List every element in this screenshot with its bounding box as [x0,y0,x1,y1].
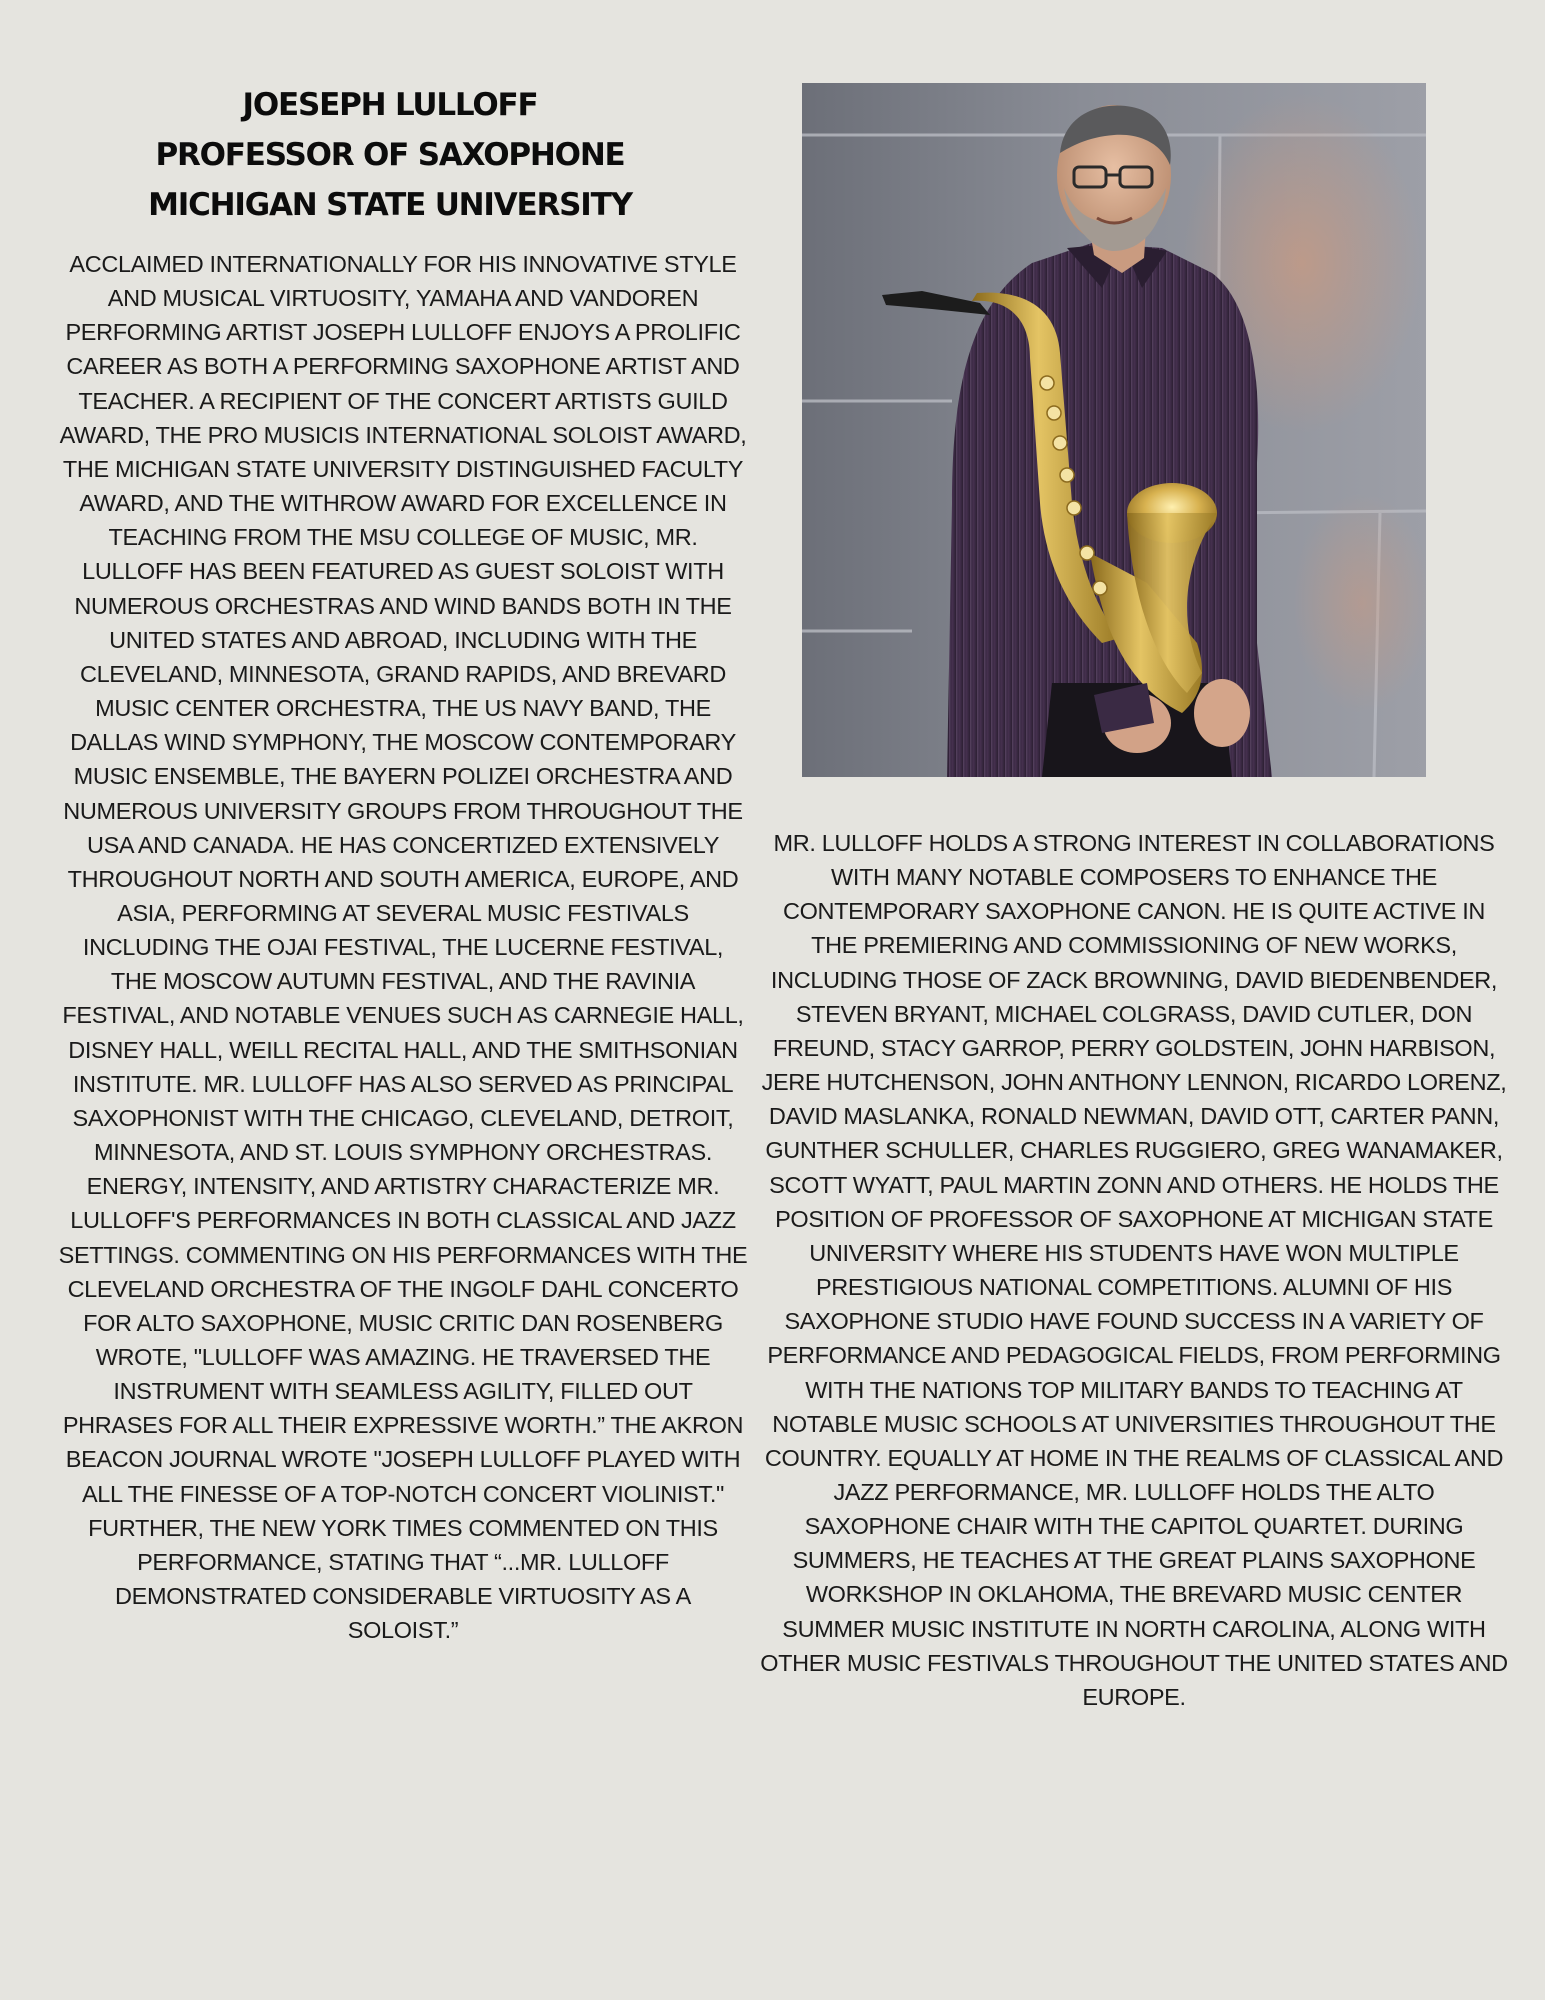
bio-paragraph-3: MR. LULLOFF HOLDS A STRONG INTEREST IN COLLABORATIONS WITH MANY NOTABLE COMPOSERS TO ENHANCE THE CONTEMPORARY SAXOPHONE CANON. HE IS QUITE ACTIVE IN THE PREMIERING AND COMMISSIONING OF NEW WORKS, INCLUDING THOSE OF ZACK BROWNING, DAVID BIEDENBENDER, STEVEN BRYANT, MICHAEL COLGRASS, DAVID CUTLER, DON FREUND, STACY GARROP, PERRY GOLDSTEIN, JOHN HARBISON, JERE HUTCHENSON, JOHN ANTHONY LENNON, RICARDO LORENZ, DAVID MASLANKA, RONALD NEWMAN, DAVID OTT, CARTER PANN, GUNTHER SCHULLER, CHARLES RUGGIERO, GREG WANAMAKER, SCOTT WYATT, PAUL MARTIN ZONN AND OTHERS. HE HOLDS THE POSITION OF PROFESSOR OF SAXOPHONE AT MICHIGAN STATE UNIVERSITY WHERE HIS STUDENTS HAVE WON MULTIPLE PRESTIGIOUS NATIONAL COMPETITIONS. ALUMNI OF HIS SAXOPHONE STUDIO HAVE FOUND SUCCESS IN A VARIETY OF PERFORMANCE AND PEDAGOGICAL FIELDS, FROM PERFORMING WITH THE NATIONS TOP MILITARY BANDS TO TEACHING AT NOTABLE MUSIC SCHOOLS AT UNIVERSITIES THROUGHOUT THE COUNTRY. EQUALLY AT HOME IN THE REALMS OF CLASSICAL AND JAZZ PERFORMANCE, MR. LULLOFF HOLDS THE ALTO SAXOPHONE CHAIR WITH THE CAPITOL QUARTET. DURING SUMMERS, HE TEACHES AT THE GREAT PLAINS SAXOPHONE WORKSHOP IN OKLAHOMA, THE BREVARD MUSIC CENTER SUMMER MUSIC INSTITUTE IN NORTH CAROLINA, ALONG WITH OTHER MUSIC FESTIVALS THROUGHOUT THE UNITED STATES AND EUROPE. [760,830,1508,1710]
portrait-photo [802,83,1426,777]
bio-paragraph-2: ENERGY, INTENSITY, AND ARTISTRY CHARACTERIZE MR. LULLOFF'S PERFORMANCES IN BOTH CLASSICAL AND JAZZ SETTINGS. COMMENTING ON HIS PERFORMANCES WITH THE CLEVELAND ORCHESTRA OF THE INGOLF DAHL CONCERTO FOR ALTO SAXOPHONE, MUSIC CRITIC DAN ROSENBERG WROTE, "LULLOFF WAS AMAZING. HE TRAVERSED THE INSTRUMENT WITH SEAMLESS AGILITY, FILLED OUT PHRASES FOR ALL THEIR EXPRESSIVE WORTH.” THE AKRON BEACON JOURNAL WROTE "JOSEPH LULLOFF PLAYED WITH ALL THE FINESSE OF A TOP-NOTCH CONCERT VIOLINIST." FURTHER, THE NEW YORK TIMES COMMENTED ON THIS PERFORMANCE, STATING THAT “...MR. LULLOFF DEMONSTRATED CONSIDERABLE VIRTUOSITY AS A SOLOIST.” [58,1173,748,1644]
performer-title: PROFESSOR OF SAXOPHONE [155,137,625,173]
performer-name: JOESEPH LULLOFF [242,87,538,123]
bio-right-column [758,826,1510,1714]
page-heading [60,80,720,230]
bio-paragraph-1: ACCLAIMED INTERNATIONALLY FOR HIS INNOVATIVE STYLE AND MUSICAL VIRTUOSITY, YAMAHA AND VANDOREN PERFORMING ARTIST JOSEPH LULLOFF ENJOYS A PROLIFIC CAREER AS BOTH A PERFORMING SAXOPHONE ARTIST AND TEACHER. A RECIPIENT OF THE CONCERT ARTISTS GUILD AWARD, THE PRO MUSICIS INTERNATIONAL SOLOIST AWARD, THE MICHIGAN STATE UNIVERSITY DISTINGUISHED FACULTY AWARD, AND THE WITHROW AWARD FOR EXCELLENCE IN TEACHING FROM THE MSU COLLEGE OF MUSIC, MR. LULLOFF HAS BEEN FEATURED AS GUEST SOLOIST WITH NUMEROUS ORCHESTRAS AND WIND BANDS BOTH IN THE UNITED STATES AND ABROAD, INCLUDING WITH THE CLEVELAND, MINNESOTA, GRAND RAPIDS, AND BREVARD MUSIC CENTER ORCHESTRA, THE US NAVY BAND, THE DALLAS WIND SYMPHONY, THE MOSCOW CONTEMPORARY MUSIC ENSEMBLE, THE BAYERN POLIZEI ORCHESTRA AND NUMEROUS UNIVERSITY GROUPS FROM THROUGHOUT THE USA AND CANADA. HE HAS CONCERTIZED EXTENSIVELY THROUGHOUT NORTH AND SOUTH AMERICA, EUROPE, AND ASIA, PERFORMING AT SEVERAL MUSIC FESTIVALS INCLUDING THE OJAI FESTIVAL, THE LUCERNE FESTIVAL, THE MOSCOW AUTUMN FESTIVAL, AND THE RAVINIA FESTIVAL, AND NOTABLE VENUES SUCH AS CARNEGIE HALL, DISNEY HALL, WEILL RECITAL HALL, AND THE SMITHSONIAN INSTITUTE. MR. LULLOFF HAS ALSO SERVED AS PRINCIPAL SAXOPHONIST WITH THE CHICAGO, CLEVELAND, DETROIT, MINNESOTA, AND ST. LOUIS SYMPHONY ORCHESTRAS. [59,251,747,1166]
performer-institution: MICHIGAN STATE UNIVERSITY [148,187,632,223]
portrait-illustration [802,83,1426,777]
bio-left-column [58,247,748,1647]
